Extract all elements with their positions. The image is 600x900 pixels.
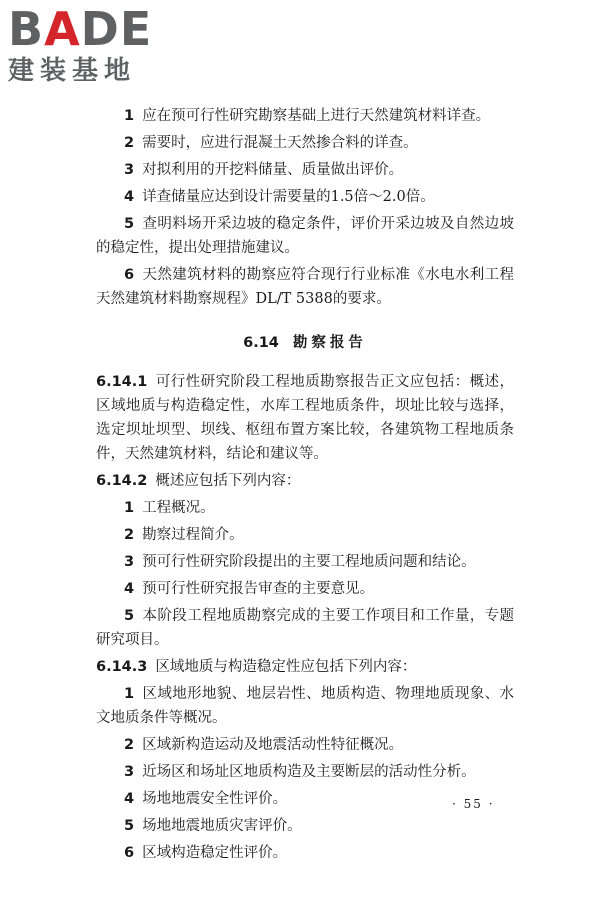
list-item: 5 查明料场开采边坡的稳定条件，评价开采边坡及自然边坡的稳定性，提出处理措施建议。 [96, 216, 514, 256]
list-item: 3 预可行性研究阶段提出的主要工程地质问题和结论。 [124, 554, 476, 570]
page-content [96, 104, 514, 865]
list-item: 2 需要时，应进行混凝土天然掺合料的详查。 [124, 135, 418, 151]
list-item: 5 本阶段工程地质勘察完成的主要工作项目和工作量，专题研究项目。 [96, 608, 514, 648]
list-item: 1 应在预可行性研究勘察基础上进行天然建筑材料详查。 [124, 108, 491, 124]
logo-subtitle: 建装基地 [8, 56, 137, 86]
list-item: 6 区域构造稳定性评价。 [124, 845, 288, 861]
section-number: 6.14 [243, 335, 279, 351]
clause: 6.14.3 区域地质与构造稳定性应包括下列内容： [96, 659, 417, 675]
list-item: 4 预可行性研究报告审查的主要意见。 [124, 581, 375, 597]
list-item: 3 对拟利用的开挖料储量、质量做出评价。 [124, 162, 404, 178]
clause: 6.14.2 概述应包括下列内容： [96, 473, 301, 489]
brand-logo [8, 2, 188, 96]
section-title: 勘察报告 [292, 335, 367, 351]
logo-wordmark: BADE [8, 2, 153, 56]
list-item: 2 勘察过程简介。 [124, 527, 244, 543]
list-item: 1 区域地形地貌、地层岩性、地质构造、物理地质现象、水文地质条件等概况。 [96, 686, 514, 726]
list-item: 2 区域新构造运动及地震活动性特征概况。 [124, 737, 404, 753]
list-item: 1 工程概况。 [124, 500, 215, 516]
page-number: · 55 · [452, 797, 495, 811]
list-item: 6 天然建筑材料的勘察应符合现行行业标准《水电水利工程天然建筑材料勘察规程》DL/T 5388的要求。 [96, 267, 514, 307]
section-heading [96, 331, 514, 352]
list-item: 4 详查储量应达到设计需要量的1.5倍～2.0倍。 [124, 189, 435, 205]
list-item: 5 场地地震地质灾害评价。 [124, 818, 302, 834]
clause: 6.14.1 可行性研究阶段工程地质勘察报告正文应包括：概述，区域地质与构造稳定性，水库工程地质条件，坝址比较与选择，选定坝址坝型、坝线、枢纽布置方案比较，各建筑物工程地质条件，天然建筑材料，结论和建议等。 [96, 374, 514, 462]
list-item: 4 场地地震安全性评价。 [124, 791, 288, 807]
list-item: 3 近场区和场址区地质构造及主要断层的活动性分析。 [124, 764, 476, 780]
